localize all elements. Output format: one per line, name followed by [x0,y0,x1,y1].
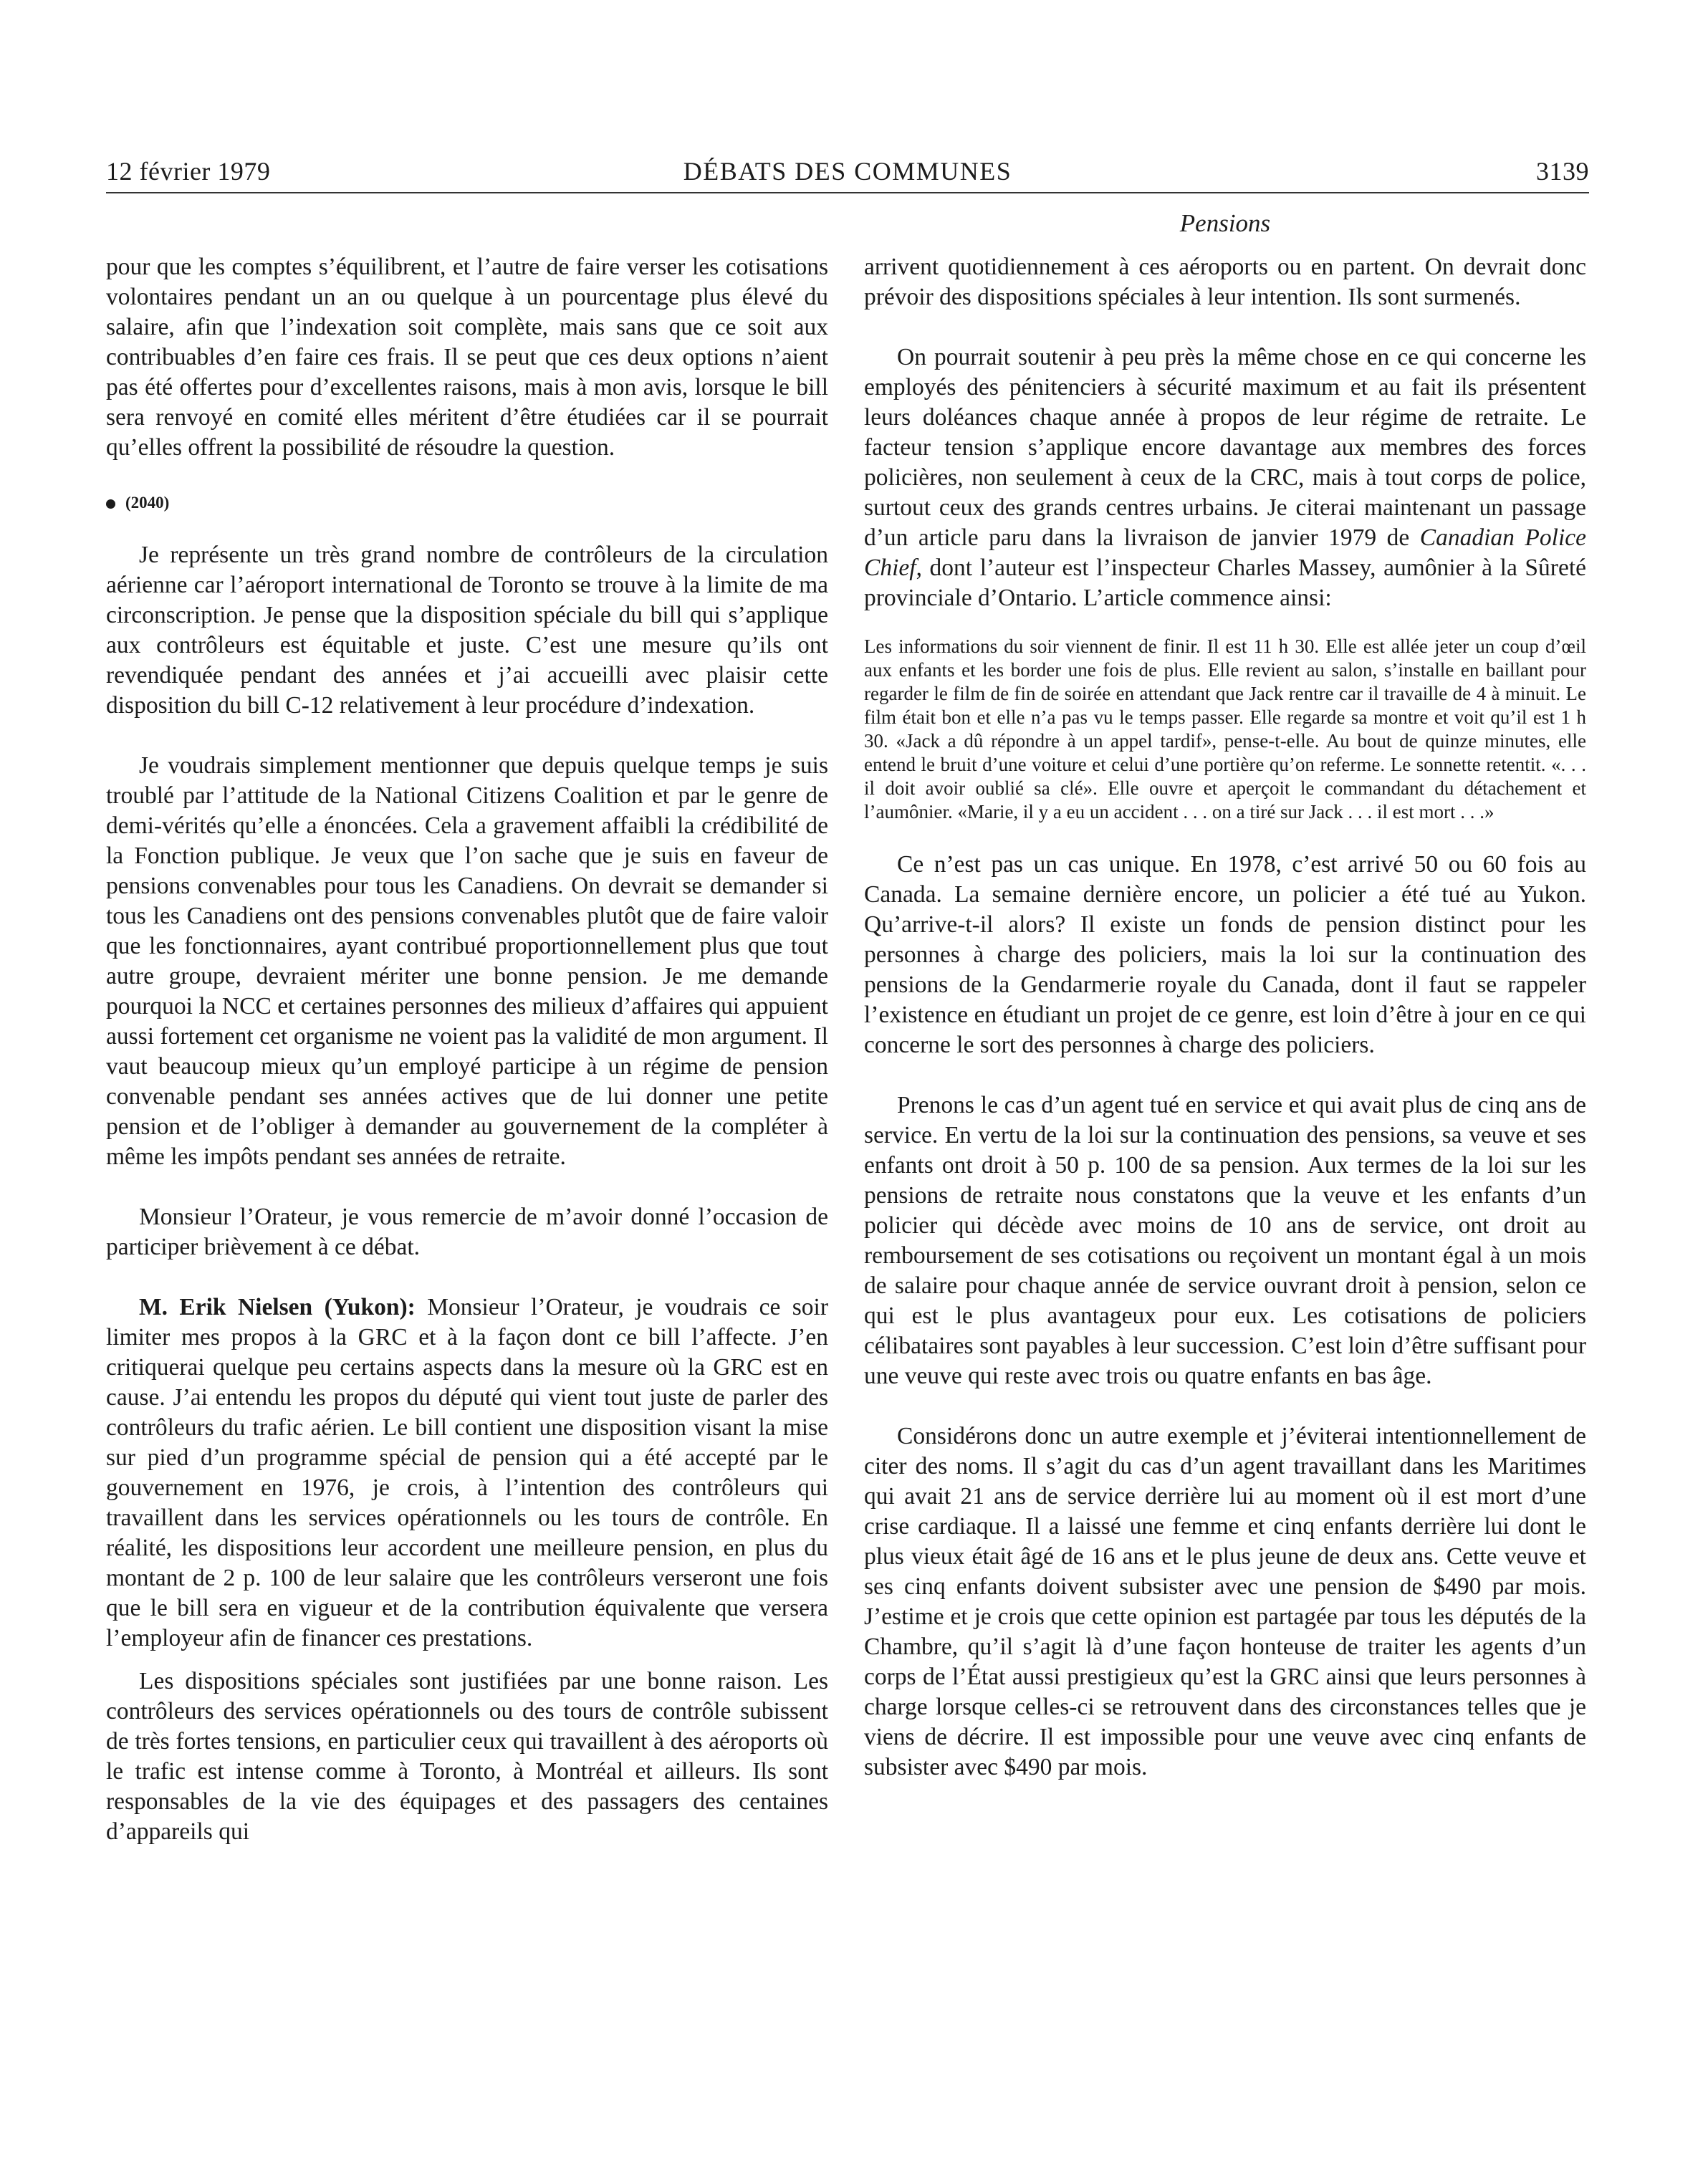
bullet-icon [106,499,115,509]
paragraph: On pourrait soutenir à peu près la même chose en ce qui concerne les employés des pénitenciers à sécurité maximum et au fait ils présentent leurs doléances chaque année à propos de leur régime de retraite. Le facteur tension s’applique encore davantage aux membres des forces policières, non seulement à ceux de la CRC, mais à tout corps de police, surtout ceux des grands centres urbains. Je citerai maintenant un passage d’un article paru dans la livraison de janvier 1979 de Canadian Police Chief, dont l’auteur est l’inspecteur Charles Massey, aumônier à la Sûreté provinciale d’Ontario. L’article commence ainsi: [864,344,1586,611]
paragraph: Considérons donc un autre exemple et j’éviterai intentionnellement de citer des noms. Il s’agit du cas d’un agent travaillant dans les Maritimes qui avait 21 ans de service derrière lui au moment où il est mort d’une crise cardiaque. Il a laissé une femme et cinq enfants derrière lui dont le plus vieux était âgé de 16 ans et le plus jeune de deux ans. Cette veuve et ses cinq enfants doivent subsister avec une pension de $490 par mois. J’estime et je crois que cette opinion est partagée par tous les députés de la Chambre, qu’il s’agit là d’une façon honteuse de traiter les agents d’un corps de l’État aussi prestigieux qu’est la GRC ainsi que leurs personnes à charge lorsque celles-ci se retrouvent dans des circonstances telles que je viens de décrire. Il est impossible pour une veuve avec cinq enfants de subsister avec $490 par mois. [864,1423,1586,1780]
paragraph: Je représente un très grand nombre de contrôleurs de la circulation aérienne car l’aéroport international de Toronto se trouve à la limite de ma circonscription. Je pense que la disposition spéciale du bill qui s’applique aux contrôleurs est équitable et juste. C’est une mesure qu’ils ont revendiquée pendant des années et j’ai accueilli avec plaisir cette disposition du bill C-12 relativement à leur procédure d’indexation. [106,542,828,719]
right-column [864,252,1586,1783]
paragraph: Prenons le cas d’un agent tué en service et qui avait plus de cinq ans de service. En vertu de la loi sur la continuation des pensions, sa veuve et ses enfants ont droit à 50 p. 100 de sa pension. Aux termes de la loi sur les pensions de retraite nous constatons que la veuve et les enfants d’un policier qui décède avec moins de 10 ans de service, ont droit au remboursement de ses cotisations ou reçoivent un montant égal à un mois de salaire pour chaque année de service ouvrant droit à pension, selon ce qui est le plus avantageux pour eux. Les cotisations de policiers célibataires sont payables à leur succession. C’est loin d’être suffisant pour une veuve qui reste avec trois ou quatre enfants en bas âge. [864,1092,1586,1389]
paragraph: Monsieur l’Orateur, je vous remercie de m’avoir donné l’occasion de participer brièvement à ce débat. [106,1204,828,1260]
page-number: 3139 [1536,157,1589,186]
time-marker-label: (2040) [125,494,170,512]
header-rule [106,192,1589,193]
section-title: Pensions [1179,209,1271,237]
paragraph: pour que les comptes s’équilibrent, et l’autre de faire verser les cotisations volontaires pendant un an ou quelque à un pourcentage plus élevé du salaire, afin que l’indexation soit complète, mais sans que ce soit aux contribuables d’en faire ces frais. Il se peut que ces deux options n’aient pas été offertes pour d’excellentes raisons, mais à mon avis, lorsque le bill sera renvoyé en comité elles méritent d’être étudiées car il se pourrait qu’elles offrent la possibilité de résoudre la question. [106,254,828,461]
quote-text: Les informations du soir viennent de finir. Il est 11 h 30. Elle est allée jeter un coup d’œil aux enfants et les border une fois de plus. Elle revient au salon, s’installe en baillant pour regarder le film de fin de soirée en attendant que Jack rentre car il travaille de 4 à minuit. Le film était bon et elle n’a pas vu le temps passer. Elle regarde sa montre et voit qu’il est 1 h 30. «Jack a dû répondre à un appel tardif», pense-t-elle. Au bout de quinze minutes, elle entend le bruit d’une voiture et celui d’une portière qu’on referme. Le sonnette retentit. «. . . il doit avoir oublié sa clé». Elle ouvre et aperçoit le commandant du détachement et l’aumônier. «Marie, il y a eu un accident . . . on a tiré sur Jack . . . il est mort . . .» [864,635,1586,822]
paragraph: Les dispositions spéciales sont justifiées par une bonne raison. Les contrôleurs des services opérationnels ou des tours de contrôle subissent de très fortes tensions, en particulier ceux qui travaillent à des aéroports où le trafic est intense comme à Toronto, à Montréal et ailleurs. Ils sont responsables de la vie des équipages et des passagers des centaines d’appareils qui [106,1668,828,1845]
header-title: DÉBATS DES COMMUNES [683,157,1012,186]
paragraph: Je voudrais simplement mentionner que depuis quelque temps je suis troublé par l’attitude de la National Citizens Coalition et par le genre de demi-vérités qu’elle a énoncées. Cela a gravement affaibli la crédibilité de la Fonction publique. Je veux que l’on sache que je suis en faveur de pensions convenables pour tous les Canadiens. On devrait se demander si tous les Canadiens ont des pensions convenables plutôt que de faire valoir que les fonctionnaires, ayant contribué proportionnellement plus que tout autre groupe, devraient mériter une bonne pension. Je me demande pourquoi la NCC et certaines personnes des milieux d’affaires qui appuient aussi fortement cet organisme ne voient pas la validité de mon argument. Il vaut beaucoup mieux qu’un employé participe à un régime de pension convenable pendant ses années actives que de lui donner une petite pension et de l’obliger à demander au gouvernement de la compléter à même les impôts pendant ses années de retraite. [106,752,828,1170]
time-marker [106,493,828,513]
paragraph [106,1292,828,1654]
speaker-name: M. Erik Nielsen (Yukon): [139,1294,416,1320]
page-header [106,156,1589,192]
paragraph: arrivent quotidiennement à ces aéroports ou en partent. On devrait donc prévoir des dispositions spéciales à leur intention. Ils sont surmenés. [864,254,1586,310]
block-quote [864,635,1586,824]
speech-text: Monsieur l’Orateur, je voudrais ce soir limiter mes propos à la GRC et à la façon dont ce bill l’affecte. J’en critiquerai quelque peu certains aspects dans la mesure où la GRC est en cause. J’ai entendu les propos du député qui vient tout juste de parler des contrôleurs du trafic aérien. Le bill contient une disposition visant la mise sur pied d’un programme spécial de pension qui a été accepté par le gouvernement en 1976, je crois, à l’intention des contrôleurs qui travaillent dans les services opérationnels ou les tours de contrôle. En réalité, les dispositions leur accordent une meilleure pension, en plus du montant de 2 p. 100 de leur salaire que les contrôleurs verseront une fois que le bill sera en vigueur et de la contribution équivalente que versera l’employeur afin de financer ces prestations. [106,1294,828,1651]
left-column [106,252,828,1847]
header-date: 12 février 1979 [106,157,271,186]
paragraph: Ce n’est pas un cas unique. En 1978, c’est arrivé 50 ou 60 fois au Canada. La semaine dernière encore, un policier a été tué au Yukon. Qu’arrive-t-il alors? Il existe un fonds de pension distinct pour les personnes à charge des policiers, mais la loi sur la continuation des pensions de la Gendarmerie royale du Canada, dont il faut se rappeler l’existence en étudiant un projet de ce genre, est loin d’être à jour en ce qui concerne le sort des personnes à charge des policiers. [864,851,1586,1058]
